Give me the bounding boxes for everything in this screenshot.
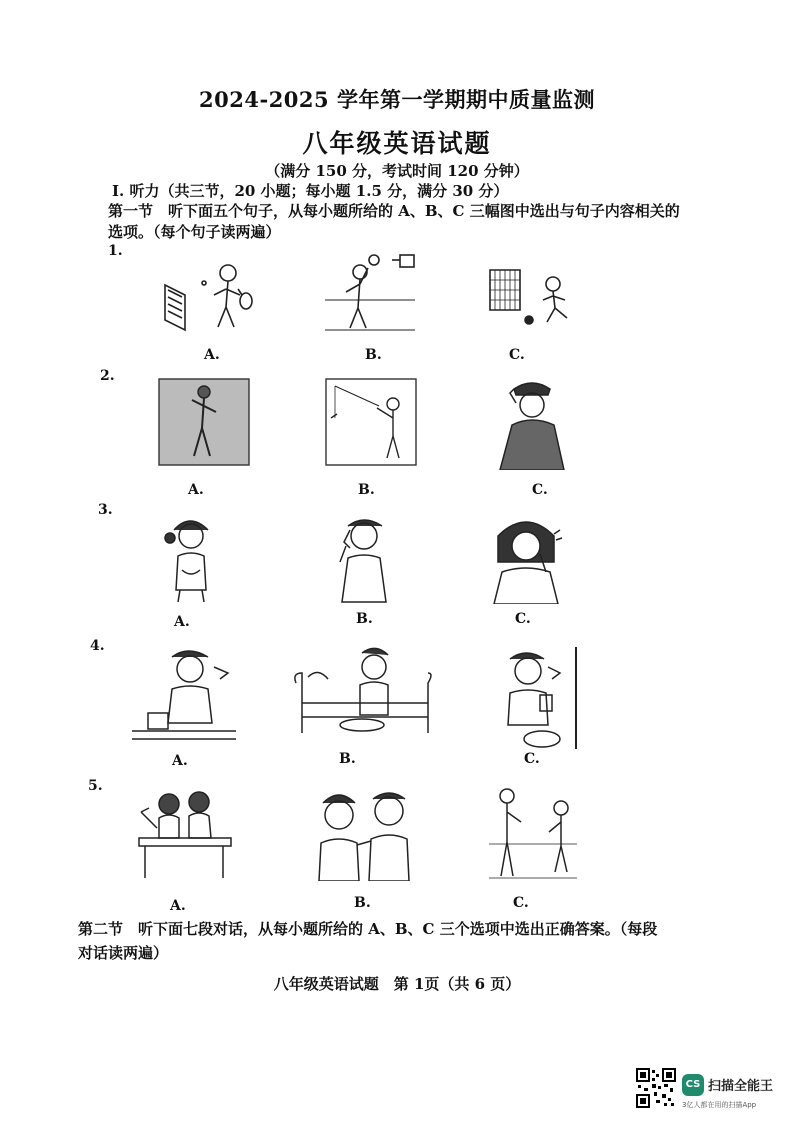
- question-1-option-c[interactable]: C.: [509, 347, 525, 363]
- exam-meta: （满分 150 分，考试时间 120 分钟）: [265, 162, 529, 180]
- question-3-number: 3.: [98, 502, 113, 518]
- question-1-option-b[interactable]: B.: [365, 347, 382, 363]
- section1-instruction-line1: 第一节 听下面五个句子，从每小题所给的 A、B、C 三幅图中选出与句子内容相关的: [108, 202, 680, 220]
- question-4-number: 4.: [90, 638, 105, 654]
- question-2-picture-a: [158, 378, 250, 466]
- question-2-number: 2.: [100, 368, 115, 384]
- question-4-picture-a: [128, 643, 240, 745]
- exam-subtitle: 八年级英语试题: [302, 129, 492, 158]
- question-2-option-a[interactable]: A.: [188, 482, 204, 498]
- question-5-picture-c: [487, 782, 579, 882]
- question-1-option-a[interactable]: A.: [204, 347, 220, 363]
- question-1-picture-c: [485, 260, 585, 330]
- question-3-option-a[interactable]: A.: [174, 614, 190, 630]
- qr-code-icon: [636, 1068, 676, 1108]
- scanner-watermark: [636, 1068, 786, 1113]
- page-footer: 八年级英语试题 第 1页（共 6 页）: [273, 975, 521, 993]
- question-4-option-b[interactable]: B.: [339, 751, 356, 767]
- question-3-option-c[interactable]: C.: [515, 611, 531, 627]
- question-5-picture-a: [135, 782, 235, 882]
- section2-instruction-line1: 第二节 听下面七段对话，从每小题所给的 A、B、C 三个选项中选出正确答案。（每段: [78, 920, 658, 938]
- question-3-picture-c: [488, 512, 566, 604]
- question-1-picture-b: [320, 250, 420, 335]
- question-3-picture-b: [330, 512, 398, 604]
- question-4-option-a[interactable]: A.: [172, 753, 188, 769]
- question-4-picture-b: [288, 643, 436, 751]
- question-2-option-c[interactable]: C.: [532, 482, 548, 498]
- question-5-picture-b: [315, 783, 413, 881]
- camscanner-logo-icon: CS: [682, 1074, 704, 1096]
- question-2-picture-c: [492, 375, 574, 470]
- question-5-option-b[interactable]: B.: [354, 895, 371, 911]
- question-4-option-c[interactable]: C.: [524, 751, 540, 767]
- question-2-option-b[interactable]: B.: [358, 482, 375, 498]
- question-3-option-b[interactable]: B.: [356, 611, 373, 627]
- section2-instruction-line2: 对话读两遍）: [78, 944, 169, 962]
- question-5-option-a[interactable]: A.: [170, 898, 186, 914]
- scanner-brand: 扫描全能王: [708, 1079, 774, 1094]
- part1-heading: Ⅰ. 听力（共三节，20 小题；每小题 1.5 分，满分 30 分）: [112, 182, 509, 200]
- question-1-picture-a: [160, 255, 260, 335]
- section1-instruction-line2: 选项。（每个句子读两遍）: [108, 223, 281, 241]
- question-3-picture-a: [160, 512, 222, 604]
- scanner-tagline: 3亿人都在用的扫描App: [682, 1101, 757, 1109]
- question-2-picture-b: [325, 378, 417, 466]
- question-1-number: 1.: [108, 243, 123, 259]
- question-5-number: 5.: [88, 778, 103, 794]
- question-5-option-c[interactable]: C.: [513, 895, 529, 911]
- question-4-picture-c: [488, 645, 583, 750]
- exam-title: 2024-2025 学年第一学期期中质量监测: [199, 87, 595, 112]
